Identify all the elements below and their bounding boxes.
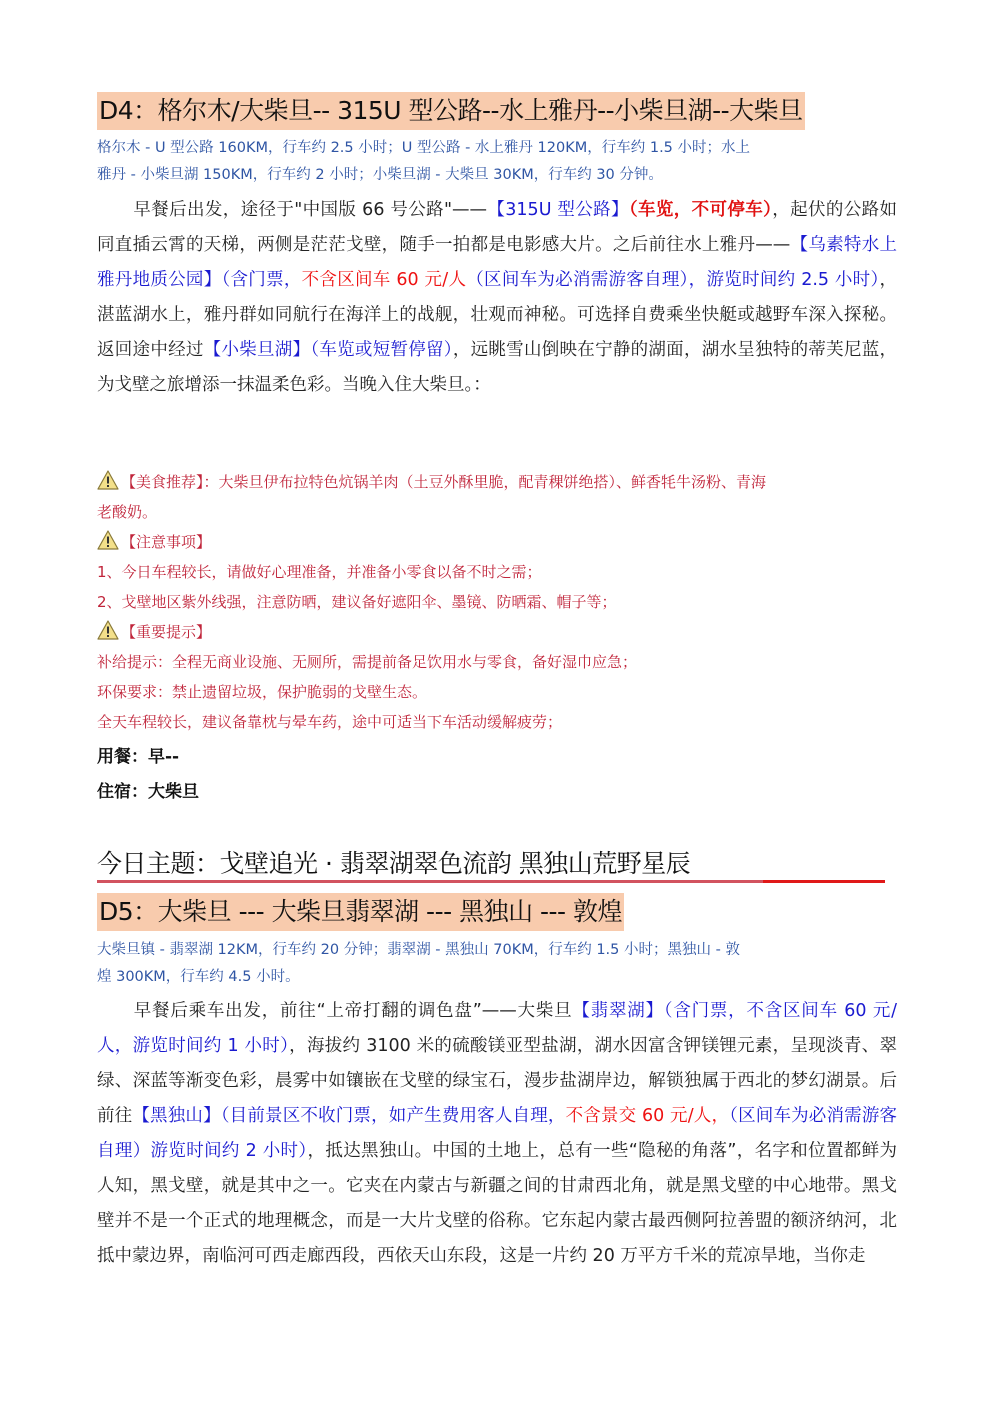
highlight-emerald-lake: 【翡翠湖】（含门票，不含区间车 60 元/人，游览时间约 1 小时）	[97, 1001, 897, 1056]
food-label: 【美食推荐】	[121, 473, 204, 491]
important-item: 全天车程较长，建议备靠枕与晕车药，途中可适当下车活动缓解疲劳；	[97, 713, 563, 731]
important-item: 环保要求：禁止遗留垃圾，保护脆弱的戈壁生态。	[97, 683, 428, 701]
food-recommendation-cont: 老酸奶。	[97, 503, 158, 521]
theme-underline	[97, 880, 763, 883]
warning-triangle-icon	[97, 620, 119, 640]
day-theme-title: 今日主题：戈壁追光 · 翡翠湖翠色流韵 黑独山荒野星辰	[97, 849, 691, 878]
transport-fee-note: 不含景交 60 元/人，	[565, 1106, 730, 1126]
text: 早餐后出发，途径于"中国版 66 号公路"——	[133, 200, 488, 220]
no-stop-note: （车览，不可停车）	[628, 200, 773, 220]
day5-route-info	[97, 937, 897, 991]
shuttle-fee-note: 不含区间车 60 元/人	[301, 270, 467, 290]
theme-underline-extension	[763, 880, 885, 883]
important-label: 【重要提示】	[121, 623, 212, 641]
text: ，远眺雪山倒映在宁静的湖面，湖水呈独特的蒂芙尼蓝，为戈壁之旅增添一抹温柔色彩。当晚入住大柴旦。：	[97, 340, 898, 395]
highlight-315u-road: 【315U 型公路】	[487, 200, 629, 220]
day4-lodging: 住宿：大柴旦	[97, 782, 199, 802]
caution-label: 【注意事项】	[121, 533, 212, 551]
food-text: ：大柴旦伊布拉特色炕锅羊肉（土豆外酥里脆，配青稞饼绝搭）、鲜香牦牛汤粉、青海	[203, 473, 767, 491]
day4-notes	[97, 467, 897, 737]
day4-meals: 用餐：早--	[97, 747, 180, 767]
warning-triangle-icon	[97, 530, 119, 550]
caution-item: 1、今日车程较长，请做好心理准备，并准备小零食以备不时之需；	[97, 563, 542, 581]
shuttle-note: （区间车为必消需游客自理）游览时间约 2 小时）	[97, 1106, 898, 1161]
text: ，起伏的公路如同直插云霄的天梯，两侧是茫茫戈壁，随手一拍都是电影感大片。之后前往水上雅丹——	[97, 200, 897, 255]
food-recommendation	[97, 467, 897, 497]
warning-triangle-icon	[97, 470, 119, 490]
shuttle-note: （区间车为必消需游客自理），游览时间约 2.5 小时）	[466, 270, 880, 290]
day4-title: D4：格尔木/大柴旦-- 315U 型公路--水上雅丹--小柴旦湖--大柴旦	[97, 92, 805, 130]
text: ，海拔约 3100 米的硫酸镁亚型盐湖，湖水因富含钾镁锂元素，呈现淡青、翠绿、深蓝等渐变色彩，晨雾中如镶嵌在戈壁的绿宝石，漫步盐湖岸边，解锁独属于西北的梦幻湖景。后前往	[97, 1036, 897, 1126]
day4-description	[97, 193, 897, 403]
caution-heading	[97, 527, 897, 557]
day5-description	[97, 994, 897, 1274]
highlight-yardang-park: 【乌素特水上雅丹地质公园】（含门票，	[97, 235, 898, 290]
route-line: 大柴旦镇 - 翡翠湖 12KM，行车约 20 分钟；翡翠湖 - 黑独山 70KM，行车约 1.5 小时；黑独山 - 敦	[97, 942, 740, 958]
caution-item: 2、戈壁地区紫外线强，注意防晒，建议备好遮阳伞、墨镜、防晒霜、帽子等；	[97, 593, 617, 611]
text: ，湛蓝湖水上，雅丹群如同航行在海洋上的战舰，壮观而神秘。可选择自费乘坐快艇或越野车深入探秘。返回途中经过	[97, 270, 897, 360]
text: 早餐后乘车出发，前往“上帝打翻的调色盘”——大柴旦	[133, 1001, 573, 1021]
route-line: 煌 300KM，行车约 4.5 小时。	[97, 969, 300, 985]
highlight-xiaochaidan-lake: 【小柴旦湖】（车览或短暂停留）	[203, 340, 453, 360]
important-item: 补给提示：全程无商业设施、无厕所，需提前备足饮用水与零食，备好湿巾应急；	[97, 653, 638, 671]
highlight-heidu-mountain: 【黑独山】（目前景区不收门票，如产生费用客人自理，	[132, 1106, 566, 1126]
route-line: 雅丹 - 小柴旦湖 150KM，行车约 2 小时；小柴旦湖 - 大柴旦 30KM，行车约 30 分钟。	[97, 167, 663, 183]
day5-title: D5：大柴旦 --- 大柴旦翡翠湖 --- 黑独山 --- 敦煌	[97, 893, 624, 931]
route-line: 格尔木 - U 型公路 160KM，行车约 2.5 小时；U 型公路 - 水上雅丹 120KM，行车约 1.5 小时；水上	[97, 140, 751, 156]
text: ，抵达黑独山。中国的土地上，总有一些“隐秘的角落”，名字和位置都鲜为人知，黑戈壁，就是其中之一。它夹在内蒙古与新疆之间的甘肃西北角，就是黑戈壁的中心地带。黑戈壁并不是一个正式的地理概念，而是一大片戈壁的俗称。它东起内蒙古最西侧阿拉善盟的额济纳河，北抵中蒙边界，南临河可西走廊西段，西依天山东段，这是一片约 20 万平方千米的荒凉旱地，当你走	[97, 1141, 897, 1266]
important-heading	[97, 617, 897, 647]
day4-route-info	[97, 135, 897, 189]
